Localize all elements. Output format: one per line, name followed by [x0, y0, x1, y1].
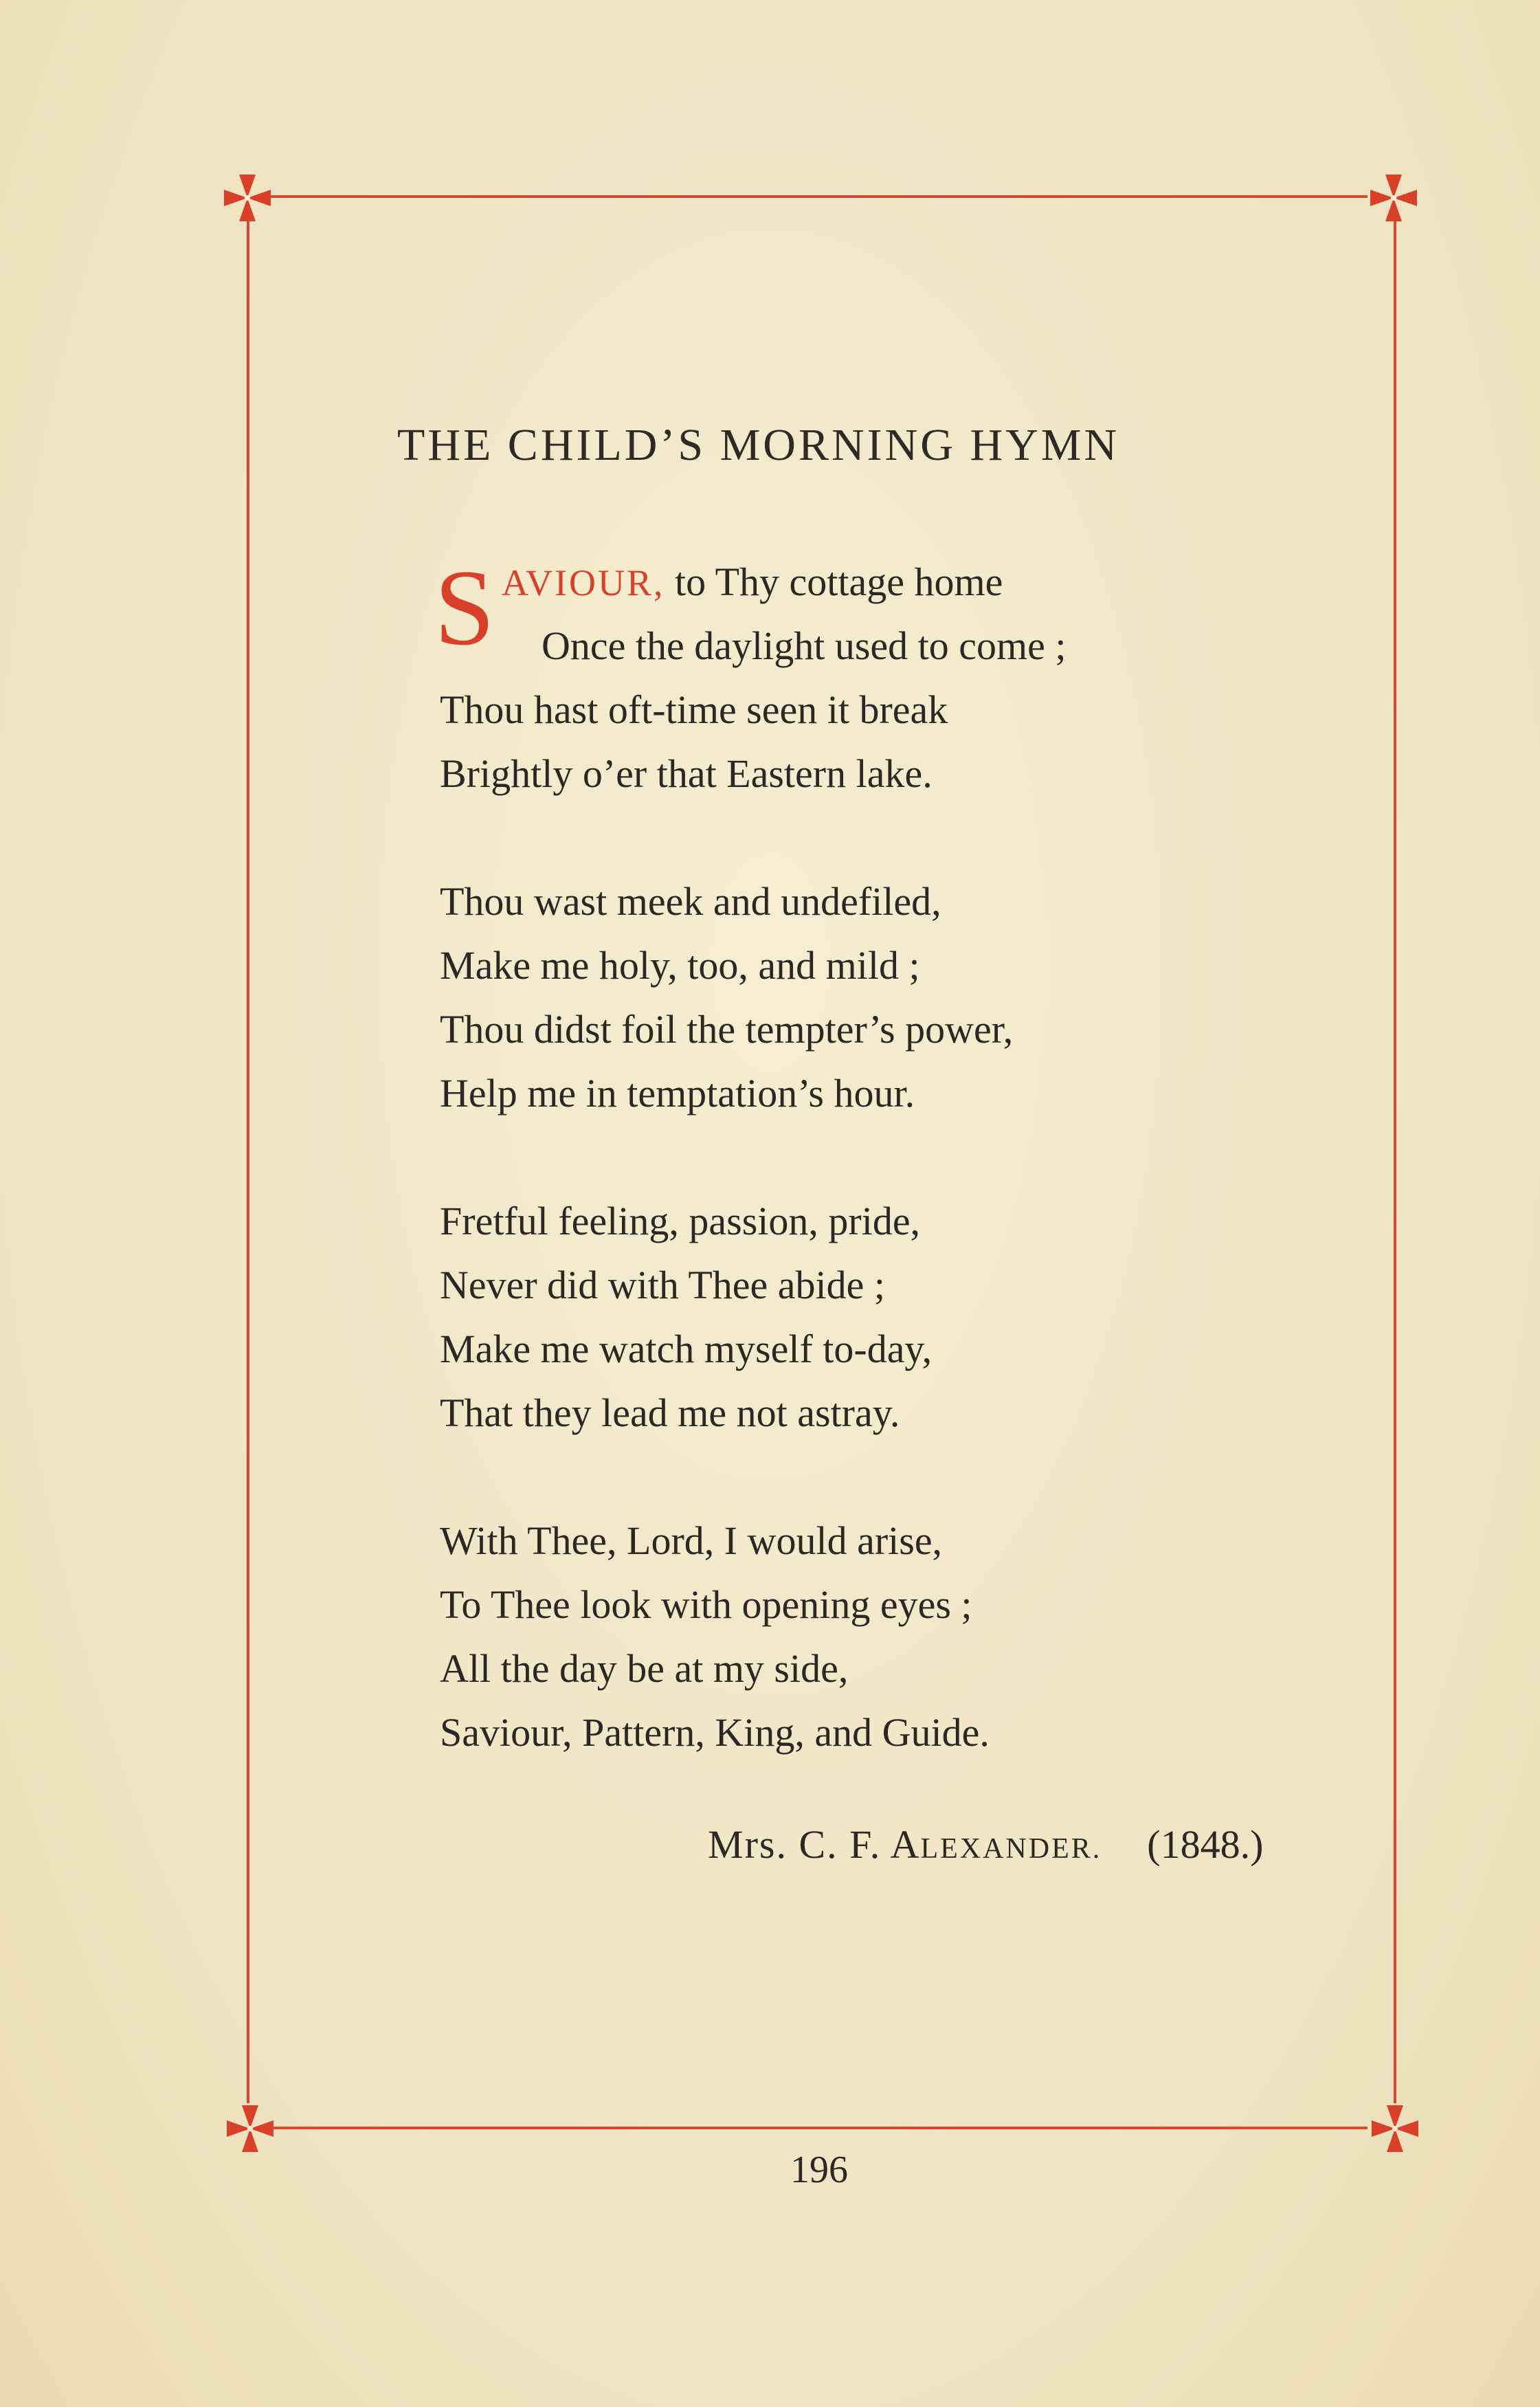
author-surname-rest: LEXANDER. — [920, 1833, 1102, 1865]
poem-line: Make me holy, too, and mild ; — [440, 943, 920, 988]
poem-line: To Thee look with opening eyes ; — [440, 1582, 972, 1627]
poem-line: Fretful feeling, passion, pride, — [440, 1199, 921, 1243]
poem-line: Thou didst foil the tempter’s power, — [440, 1007, 1014, 1052]
stanza — [440, 869, 1333, 1125]
maltese-cross-icon — [224, 2103, 276, 2155]
maltese-cross-icon — [1368, 172, 1420, 224]
drop-cap: S — [434, 548, 495, 668]
poem-line: Thou hast oft-time seen it break — [440, 687, 948, 732]
maltese-cross-icon — [1369, 2103, 1421, 2155]
poem-line: Saviour, Pattern, King, and Guide. — [440, 1710, 990, 1755]
stanza — [440, 1509, 1333, 1764]
author-prefix: Mrs. C. F. A — [708, 1822, 921, 1867]
poem-title: THE CHILD’S MORNING HYMN — [397, 420, 1120, 470]
author-attribution — [708, 1821, 1263, 1867]
frame-top-rule — [268, 195, 1368, 198]
poem-line: Make me watch myself to-day, — [440, 1327, 933, 1371]
frame-right-rule — [1394, 220, 1396, 2103]
frame-bottom-rule — [268, 2127, 1368, 2129]
first-line-text: to Thy cottage home — [665, 559, 1003, 604]
frame-left-rule — [247, 220, 249, 2103]
poem-line: Help me in temptation’s hour. — [440, 1071, 915, 1116]
poem-line: That they lead me not astray. — [440, 1390, 900, 1435]
opening-word: AVIOUR, — [502, 562, 665, 603]
stanza — [434, 548, 1333, 806]
poem-line: All the day be at my side, — [440, 1646, 849, 1691]
poem-line: Thou wast meek and undefiled, — [440, 879, 941, 924]
poem-line: Brightly o’er that Eastern lake. — [440, 751, 933, 796]
maltese-cross-icon — [221, 172, 274, 224]
poem-line: Never did with Thee abide ; — [440, 1263, 885, 1307]
publication-year: (1848.) — [1147, 1822, 1264, 1867]
page-number: 196 — [790, 2149, 848, 2191]
stanza — [440, 1189, 1333, 1445]
poem-line: Once the daylight used to come ; — [542, 623, 1067, 668]
poem-line: With Thee, Lord, I would arise, — [440, 1518, 943, 1563]
poem-body — [434, 548, 1333, 1764]
author-name — [708, 1822, 1102, 1867]
